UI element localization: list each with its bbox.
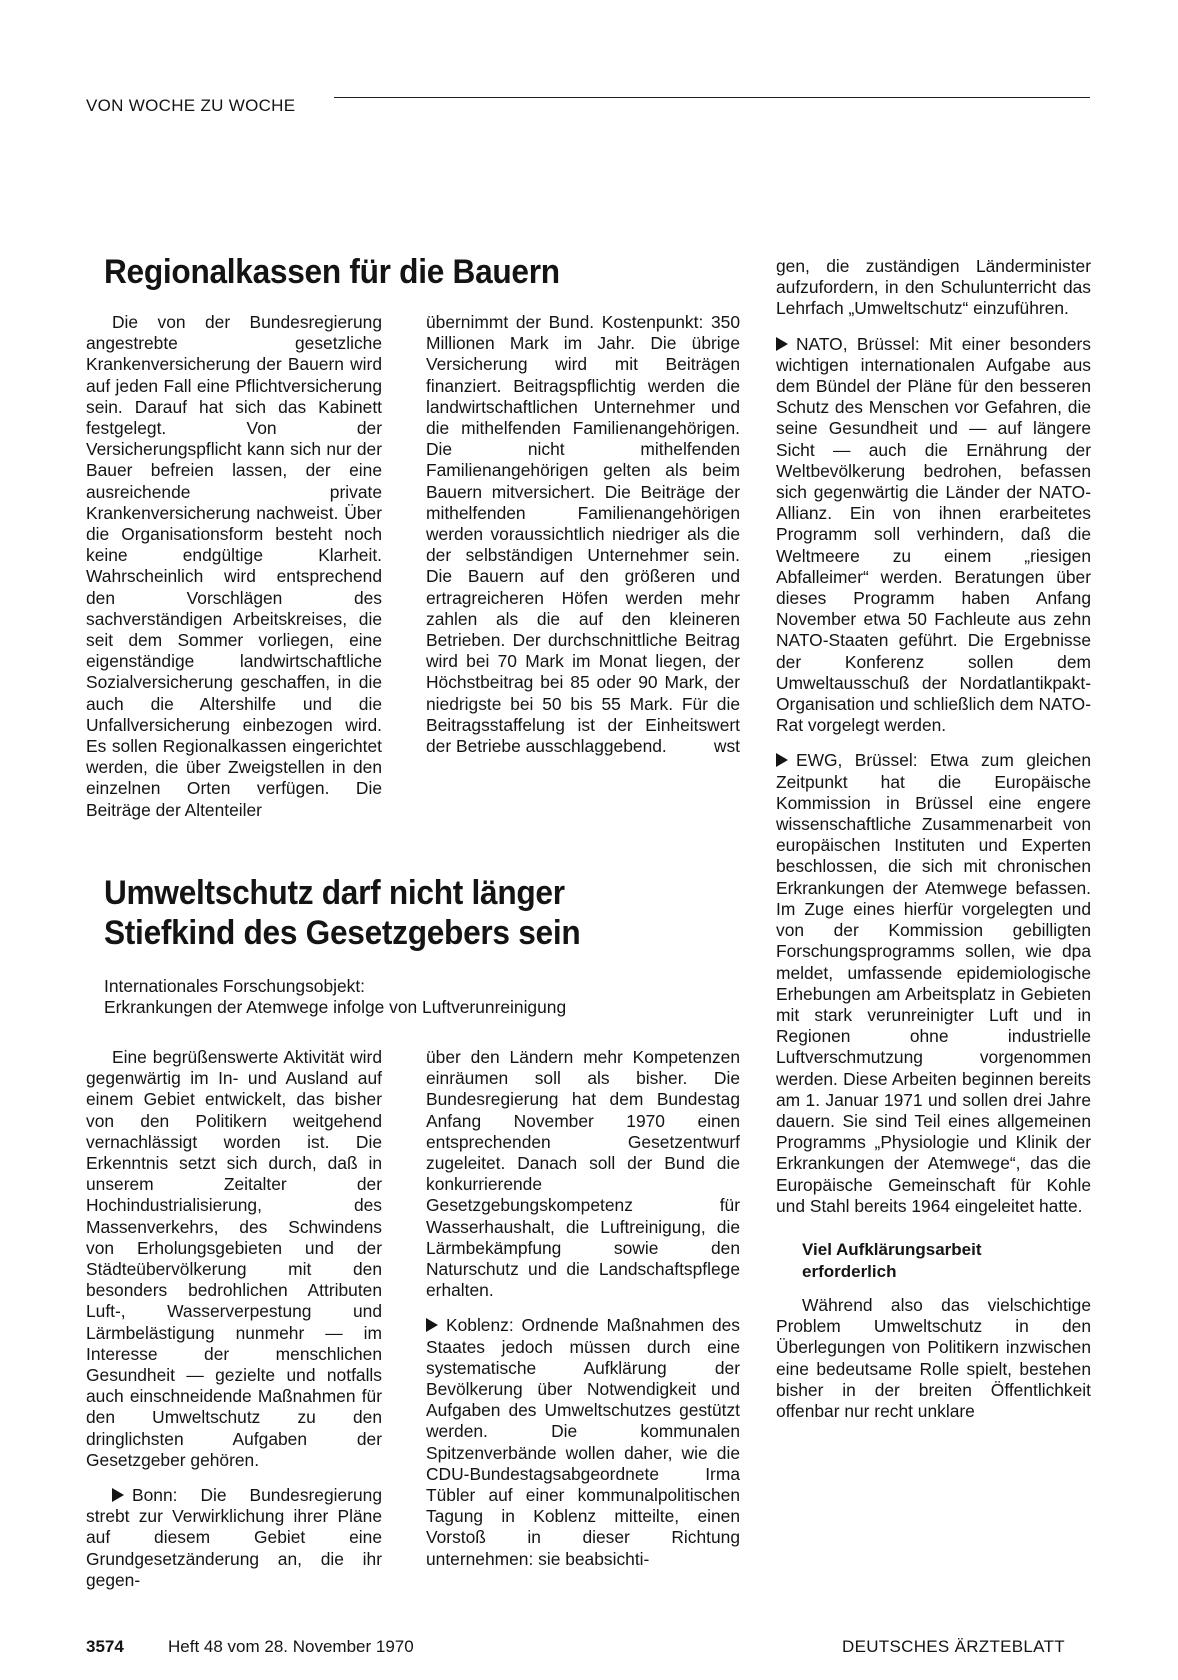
article2-column-1 [86,1047,382,1591]
article2-title-line1: Umweltschutz darf nicht länger [104,874,565,912]
article2-col2-koblenz-paragraph [426,1315,740,1569]
article2-col3-nato-paragraph [776,334,1091,737]
article1-column-2 [426,312,740,757]
section-heading-line1: Viel Aufklärungsarbeit [802,1239,982,1259]
section-heading [776,1239,1091,1283]
article2-title-line2: Stiefkind des Gesetzgebers sein [104,914,581,952]
article2-col1-intro: Eine begrüßenswerte Aktivität wird gegenwärtig im In- und Ausland auf einem Gebiet entwickelt, das bisher von den Politikern weitgehend vernachlässigt worden ist. Die Erkenntnis setzt sich durch, daß in unserem Zeitalter der Hochindustrialisierung, des Massenverkehrs, des Schwindens von Erholungsgebieten und der Städteübervölkerung mit den besonders bedrohlichen Attributen Luft-, Wasserverpestung und Lärmbelästigung nunmehr — im Interesse der menschlichen Gesundheit — gezielte und notfalls auch einschneidende Maßnahmen für den Umweltschutz zu den dringlichsten Aufgaben der Gesetzgeber gehören. [86,1047,382,1470]
article2-col3-continuation: gen, die zuständigen Länderminister aufzufordern, in den Schulunterricht das Lehrfach „Umweltschutz“ einzuführen. [776,256,1091,319]
article1-column-1 [86,312,382,821]
bullet-triangle-icon [426,1318,438,1332]
bullet-triangle-icon [112,1488,124,1502]
article2-column-2 [426,1047,740,1570]
section-heading-line2: erforderlich [802,1261,897,1281]
article2-col3-closing-paragraph: Während also das vielschichtige Problem Umweltschutz in den Überlegungen von Politikern inzwischen eine bedeutsame Rolle spielt, bestehen bisher in der breiten Öffentlichkeit offenbar nur recht unklare [776,1294,1091,1421]
article2-col3-ewg-paragraph [776,750,1091,1216]
article2-column-3 [776,256,1091,1422]
article2-col2-koblenz-text: Koblenz: Ordnende Maßnahmen des Staates jedoch müssen durch eine systematische Aufklärung der Bevölkerung über Notwendigkeit und Aufgaben des Umweltschutzes gestützt werden. Die kommunalen Spitzenverbände wollen daher, wie die CDU-Bundestagsabgeordnete Irma Tübler auf einer kommunalpolitischen Tagung in Koblenz mitteilte, einen Vorstoß in dieser Richtung unternehmen: sie beabsichti- [426,1315,740,1569]
bullet-triangle-icon [776,753,788,767]
article2-subtitle-line2: Erkrankungen der Atemwege infolge von Luftverunreinigung [104,997,567,1017]
article1-col2-paragraph [426,312,740,757]
article1-title: Regionalkassen für die Bauern [104,253,560,291]
publication-name: DEUTSCHES ÄRZTEBLATT [842,1637,1065,1656]
article2-col2-continuation: über den Ländern mehr Kompetenzen einräumen soll als bisher. Die Bundesregierung hat dem Bundestag Anfang November 1970 einen entsprechenden Gesetzentwurf zugeleitet. Danach soll der Bund die konkurrierende Gesetzgebungskompetenz für Wasserhaushalt, die Luftreinigung, die Lärmbekämpfung sowie den Naturschutz und die Landschaftspflege erhalten. [426,1047,740,1301]
issue-date: Heft 48 vom 28. November 1970 [168,1637,414,1656]
article1-col1-text: Die von der Bundesregierung angestrebte gesetzliche Krankenversicherung der Bauern wird auf jeden Fall eine Pflichtversicherung sein. Darauf hat sich das Kabinett festgelegt. Von der Versicherungspflicht kann sich nur der Bauer befreien lassen, der eine ausreichende private Krankenversicherung nachweist. Über die Organisationsform besteht noch keine endgültige Klarheit. Wahrscheinlich wird entsprechend den Vorschlägen des sachverständigen Arbeitskreises, die seit dem Sommer vorliegen, eine eigenständige landwirtschaftliche Sozialversicherung geschaffen, in die auch die Altershilfe und die Unfallversicherung einbezogen wird. Es sollen Regionalkassen eingerichtet werden, die über Zweigstellen in den einzelnen Orten verfügen. Die Beiträge der Altenteiler [86,312,382,820]
section-label: VON WOCHE ZU WOCHE [86,96,296,115]
article2-col3-ewg-text: EWG, Brüssel: Etwa zum gleichen Zeitpunkt hat die Europäische Kommission in Brüssel eine engere wissenschaftliche Zusammenarbeit von europäischen Instituten und Experten beschlossen, die sich mit chronischen Erkrankungen der Atemwege befassen. Im Zuge eines hierfür vorgelegten und von der Kommission gebilligten Forschungsprogramms sollen, wie dpa meldet, umfassende epidemiologische Erhebungen am Arbeitsplatz in Gebieten mit stark verunreinigter Luft und in Regionen ohne industrielle Luftverschmutzung vorgenommen werden. Diese Arbeiten beginnen bereits am 1. Januar 1971 und sollen drei Jahre dauern. Sie sind Teil eines allgemeinen Programms „Physiologie und Klinik der Erkrankungen der Atemwege“, das die Europäische Gemeinschaft für Kohle und Stahl bereits 1964 eingeleitet hatte. [776,750,1091,1216]
article2-col1-bonn-paragraph [86,1485,382,1591]
page-number: 3574 [86,1637,124,1656]
bullet-triangle-icon [776,337,788,351]
article2-col1-bonn-text: Bonn: Die Bundesregierung strebt zur Verwirklichung ihrer Pläne auf diesem Gebiet eine Grundgesetzänderung an, die ihr gegen- [86,1485,382,1590]
article1-signature: wst [713,736,740,757]
article2-col3-nato-text: NATO, Brüssel: Mit einer besonders wichtigen internationalen Aufgabe aus dem Bündel der Pläne für den besseren Schutz des Menschen vor Gefahren, die seine Gesundheit und — auf längere Sicht — auch die Ernährung der Weltbevölkerung bedrohen, befassen sich gegenwärtig die Länder der NATO-Allianz. Ein von ihnen erarbeitetes Programm soll verhindern, daß die Weltmeere zu einem „riesigen Abfalleimer“ werden. Beratungen über dieses Programm haben Anfang November etwa 50 Fachleute aus zehn NATO-Staaten geführt. Die Ergebnisse der Konferenz sollen dem Umweltausschuß der Nordatlantikpakt-Organisation und schließlich dem NATO-Rat vorgelegt werden. [776,333,1091,736]
header-rule [334,97,1090,98]
article1-col2-text: übernimmt der Bund. Kostenpunkt: 350 Millionen Mark im Jahr. Die übrige Versicherung wird mit Beiträgen finanziert. Beitragspflichtig werden die landwirtschaftlichen Unternehmer und die mithelfenden Familienangehörigen. Die nicht mithelfenden Familienangehörigen gelten als beim Bauern mitversichert. Die Beiträge der mithelfenden Familienangehörigen werden voraussichtlich niedriger als die der selbständigen Unternehmer sein. Die Bauern auf den größeren und ertragreicheren Höfen werden mehr zahlen als die auf den kleineren Betrieben. Der durchschnittliche Beitrag wird bei 70 Mark im Monat liegen, der Höchstbeitrag bei 85 oder 90 Mark, der niedrigste bei 50 bis 55 Mark. Für die Beitragsstaffelung ist der Einheitswert der Betriebe ausschlaggebend. [426,312,740,757]
article2-subtitle-line1: Internationales Forschungsobjekt: [104,976,366,996]
